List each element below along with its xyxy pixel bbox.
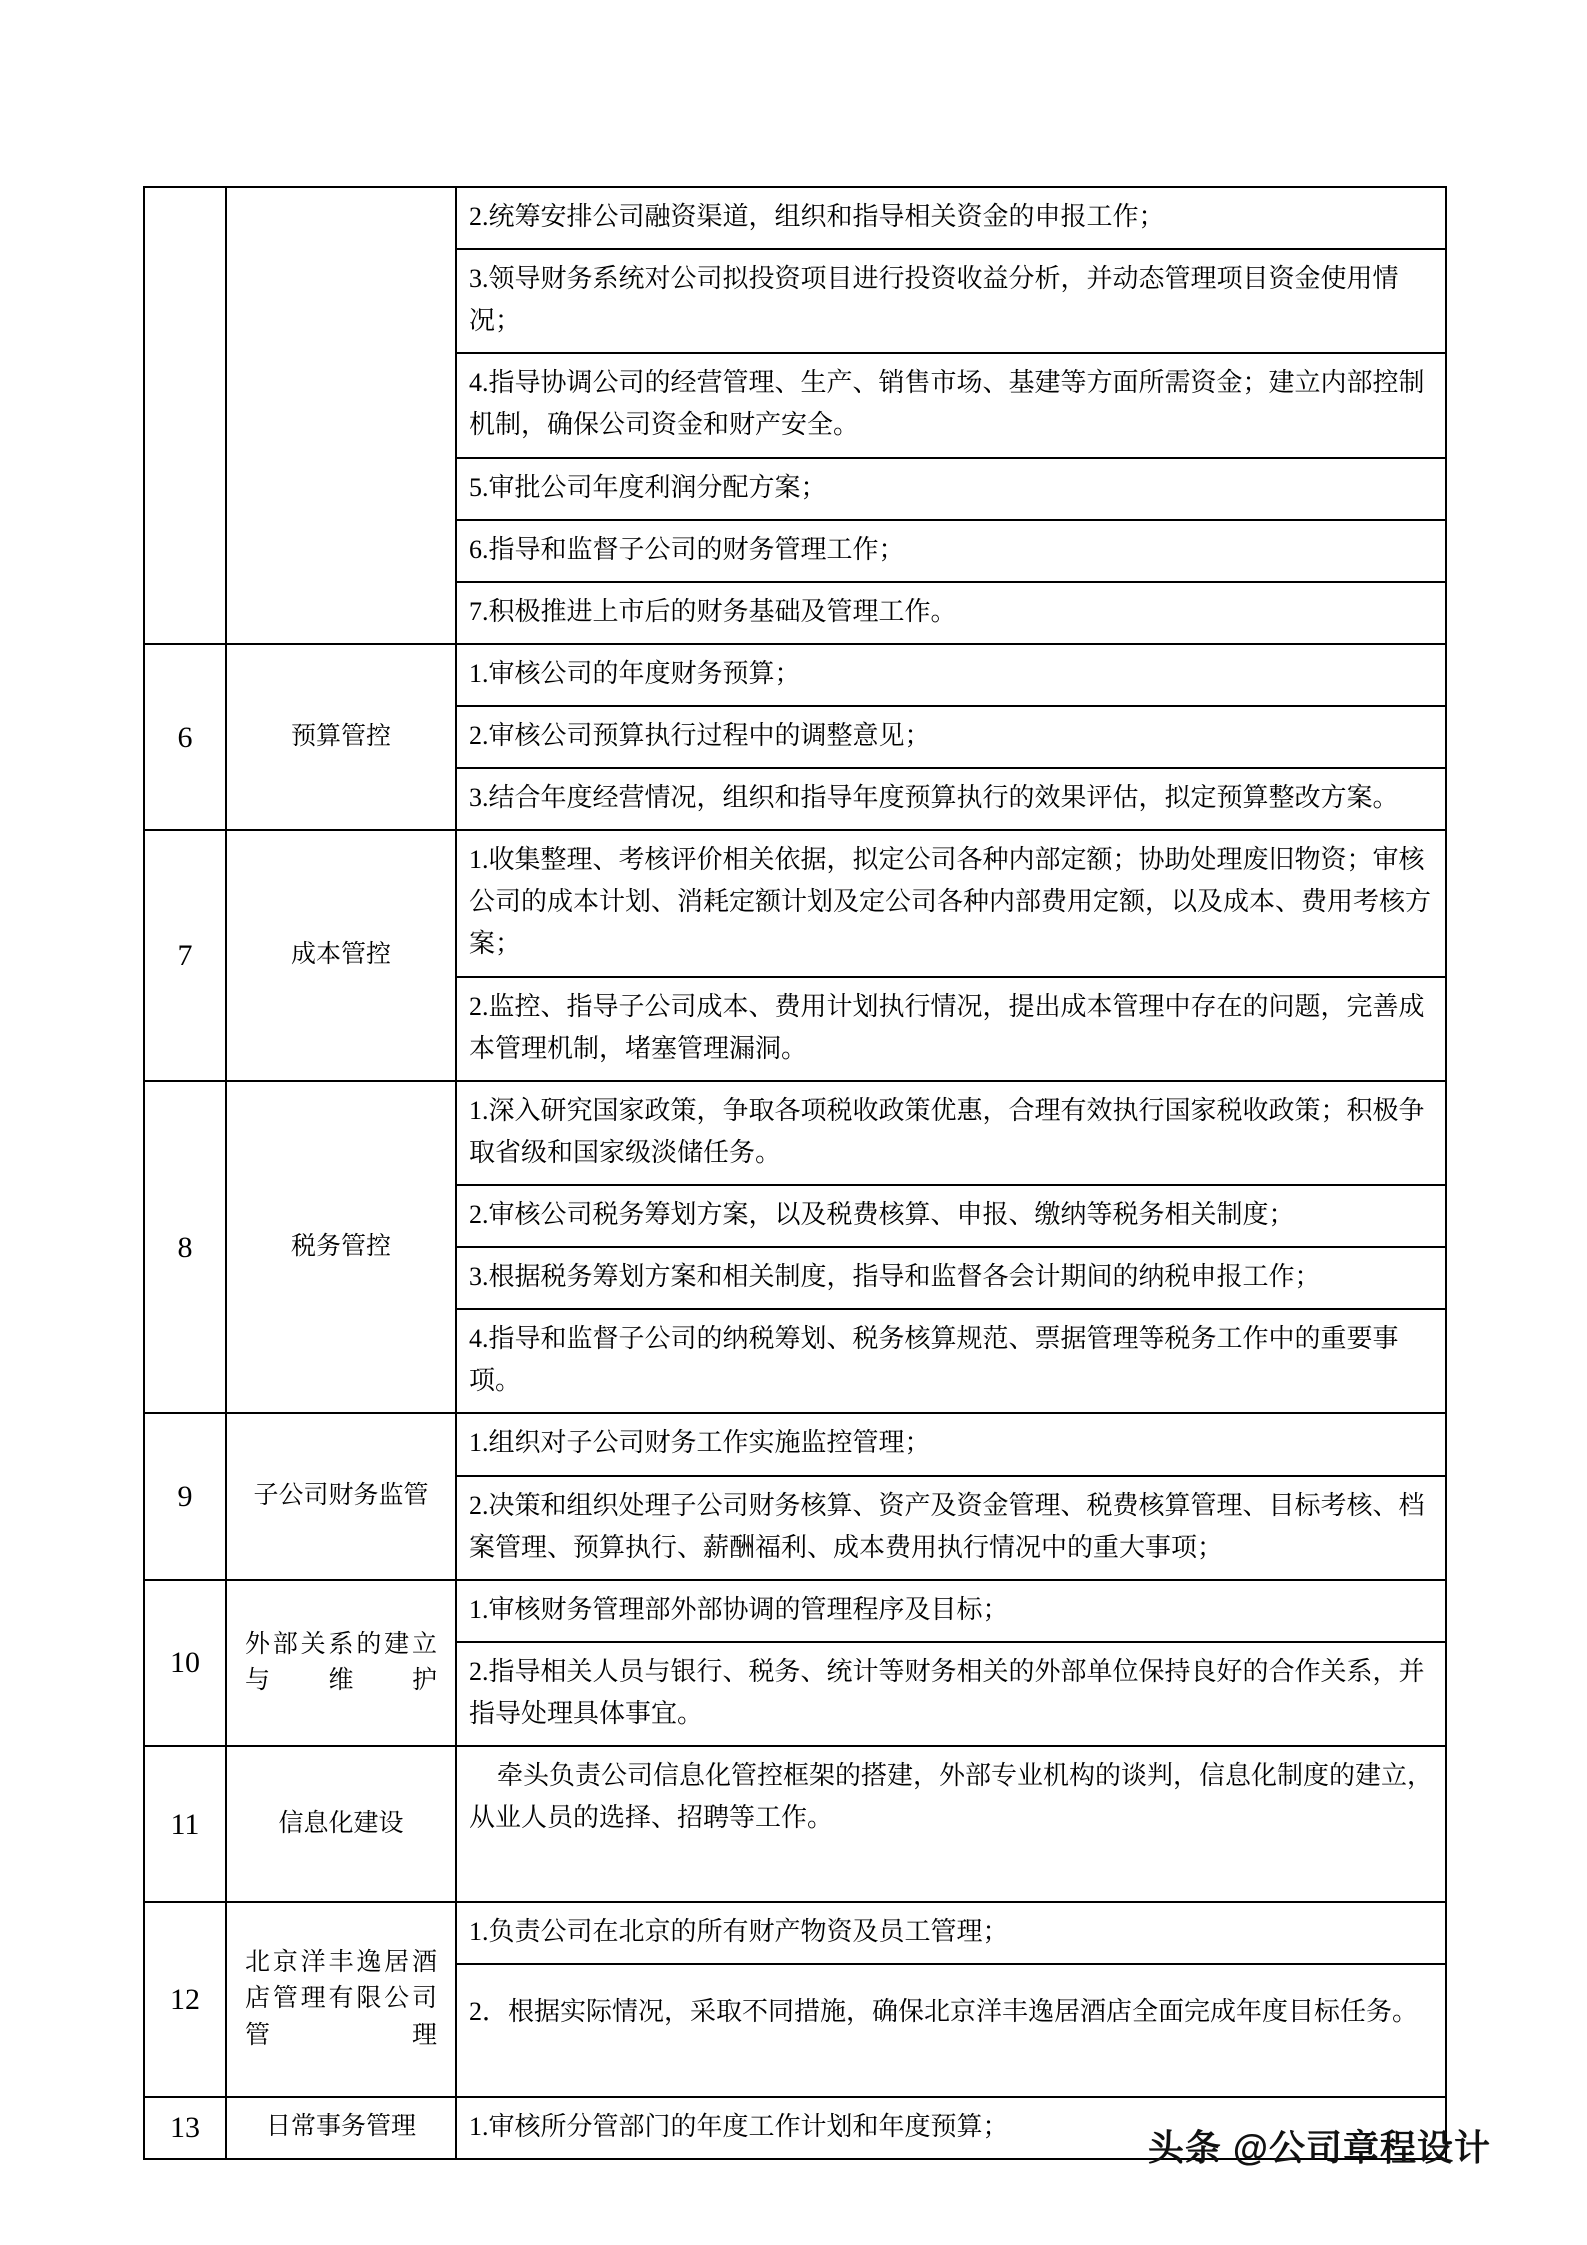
row-topic-cell: 外部关系的建立与维护 bbox=[226, 1580, 456, 1746]
row-number-cell: 11 bbox=[144, 1746, 226, 1902]
items-list bbox=[457, 1414, 1445, 1578]
table-row bbox=[144, 1580, 1446, 1746]
row-number-cell: 10 bbox=[144, 1580, 226, 1746]
row-topic-cell: 子公司财务监管 bbox=[226, 1413, 456, 1579]
table-row bbox=[144, 1746, 1446, 1902]
item-text: 5.审批公司年度利润分配方案； bbox=[457, 458, 1445, 520]
row-number-cell: 8 bbox=[144, 1081, 226, 1414]
list-item bbox=[457, 1247, 1445, 1309]
table-row bbox=[144, 1413, 1446, 1579]
list-item bbox=[457, 831, 1445, 976]
duties-table-body bbox=[144, 187, 1446, 2159]
item-text: 1.审核公司的年度财务预算； bbox=[457, 645, 1445, 706]
list-item bbox=[457, 1581, 1445, 1642]
list-item bbox=[457, 1903, 1445, 1964]
item-text: 2.指导相关人员与银行、税务、统计等财务相关的外部单位保持良好的合作关系，并指导处理具体事宜。 bbox=[457, 1642, 1445, 1745]
item-text: 4.指导协调公司的经营管理、生产、销售市场、基建等方面所需资金；建立内部控制机制，确保公司资金和财产安全。 bbox=[457, 353, 1445, 457]
list-item bbox=[457, 1642, 1445, 1745]
list-item bbox=[457, 1964, 1445, 2095]
row-items-cell bbox=[456, 1902, 1446, 2096]
list-item bbox=[457, 706, 1445, 768]
row-number-cell bbox=[144, 187, 226, 644]
list-item bbox=[457, 188, 1445, 249]
item-text: 3.结合年度经营情况，组织和指导年度预算执行的效果评估，拟定预算整改方案。 bbox=[457, 768, 1445, 829]
row-items-cell bbox=[456, 187, 1446, 644]
row-topic-cell: 预算管控 bbox=[226, 644, 456, 830]
items-list bbox=[457, 1747, 1445, 1901]
list-item bbox=[457, 1185, 1445, 1247]
row-number-cell: 7 bbox=[144, 830, 226, 1081]
item-text: 2.审核公司税务筹划方案，以及税费核算、申报、缴纳等税务相关制度； bbox=[457, 1185, 1445, 1247]
item-text: 7.积极推进上市后的财务基础及管理工作。 bbox=[457, 582, 1445, 643]
row-items-cell bbox=[456, 1746, 1446, 1902]
item-text: 1.收集整理、考核评价相关依据，拟定公司各种内部定额；协助处理废旧物资；审核公司的成本计划、消耗定额计划及定公司各种内部费用定额，以及成本、费用考核方案； bbox=[457, 831, 1445, 976]
row-items-cell bbox=[456, 1413, 1446, 1579]
item-text: 牵头负责公司信息化管控框架的搭建，外部专业机构的谈判，信息化制度的建立，从业人员的选择、招聘等工作。 bbox=[457, 1747, 1445, 1901]
item-text: 3.根据税务筹划方案和相关制度，指导和监督各会计期间的纳税申报工作； bbox=[457, 1247, 1445, 1309]
table-row bbox=[144, 1081, 1446, 1414]
list-item bbox=[457, 520, 1445, 582]
watermark: 头条 @公司章程设计 bbox=[1147, 2127, 1491, 2168]
list-item bbox=[457, 1414, 1445, 1475]
item-text: 1.审核所分管部门的年度工作计划和年度预算； bbox=[457, 2098, 1445, 2158]
item-text: 2．根据实际情况，采取不同措施，确保北京洋丰逸居酒店全面完成年度目标任务。 bbox=[457, 1964, 1445, 2095]
list-item bbox=[457, 249, 1445, 353]
row-number-cell: 13 bbox=[144, 2097, 226, 2159]
row-topic-cell: 北京洋丰逸居酒店管理有限公司管理 bbox=[226, 1902, 456, 2096]
list-item bbox=[457, 582, 1445, 643]
row-items-cell bbox=[456, 1081, 1446, 1414]
item-text: 1.组织对子公司财务工作实施监控管理； bbox=[457, 1414, 1445, 1475]
duties-table bbox=[143, 186, 1447, 2160]
list-item bbox=[457, 1747, 1445, 1901]
table-row bbox=[144, 644, 1446, 830]
list-item bbox=[457, 1476, 1445, 1579]
item-text: 2.决策和组织处理子公司财务核算、资产及资金管理、税费核算管理、目标考核、档案管理、预算执行、薪酬福利、成本费用执行情况中的重大事项； bbox=[457, 1476, 1445, 1579]
row-items-cell bbox=[456, 830, 1446, 1081]
row-topic-cell: 税务管控 bbox=[226, 1081, 456, 1414]
item-text: 3.领导财务系统对公司拟投资项目进行投资收益分析，并动态管理项目资金使用情况； bbox=[457, 249, 1445, 353]
table-row bbox=[144, 1902, 1446, 2096]
row-topic-cell: 日常事务管理 bbox=[226, 2097, 456, 2159]
items-list bbox=[457, 1581, 1445, 1745]
row-items-cell bbox=[456, 1580, 1446, 1746]
item-text: 4.指导和监督子公司的纳税筹划、税务核算规范、票据管理等税务工作中的重要事项。 bbox=[457, 1309, 1445, 1412]
list-item bbox=[457, 1082, 1445, 1185]
items-list bbox=[457, 831, 1445, 1080]
item-text: 2.审核公司预算执行过程中的调整意见； bbox=[457, 706, 1445, 768]
list-item bbox=[457, 645, 1445, 706]
list-item bbox=[457, 353, 1445, 457]
row-topic-cell: 成本管控 bbox=[226, 830, 456, 1081]
table-row bbox=[144, 187, 1446, 644]
table-row bbox=[144, 830, 1446, 1081]
item-text: 2.监控、指导子公司成本、费用计划执行情况，提出成本管理中存在的问题，完善成本管理机制，堵塞管理漏洞。 bbox=[457, 977, 1445, 1080]
row-number-cell: 6 bbox=[144, 644, 226, 830]
row-topic-cell: 信息化建设 bbox=[226, 1746, 456, 1902]
row-number-cell: 12 bbox=[144, 1902, 226, 2096]
item-text: 1.审核财务管理部外部协调的管理程序及目标； bbox=[457, 1581, 1445, 1642]
item-text: 1.深入研究国家政策，争取各项税收政策优惠，合理有效执行国家税收政策；积极争取省级和国家级淡储任务。 bbox=[457, 1082, 1445, 1185]
list-item bbox=[457, 1309, 1445, 1412]
row-items-cell bbox=[456, 644, 1446, 830]
items-list bbox=[457, 1903, 1445, 2095]
item-text: 1.负责公司在北京的所有财产物资及员工管理； bbox=[457, 1903, 1445, 1964]
items-list bbox=[457, 645, 1445, 829]
row-topic-cell bbox=[226, 187, 456, 644]
item-text: 2.统筹安排公司融资渠道，组织和指导相关资金的申报工作； bbox=[457, 188, 1445, 249]
list-item bbox=[457, 458, 1445, 520]
list-item bbox=[457, 768, 1445, 829]
items-list bbox=[457, 188, 1445, 643]
item-text: 6.指导和监督子公司的财务管理工作； bbox=[457, 520, 1445, 582]
items-list bbox=[457, 1082, 1445, 1413]
list-item bbox=[457, 977, 1445, 1080]
row-number-cell: 9 bbox=[144, 1413, 226, 1579]
